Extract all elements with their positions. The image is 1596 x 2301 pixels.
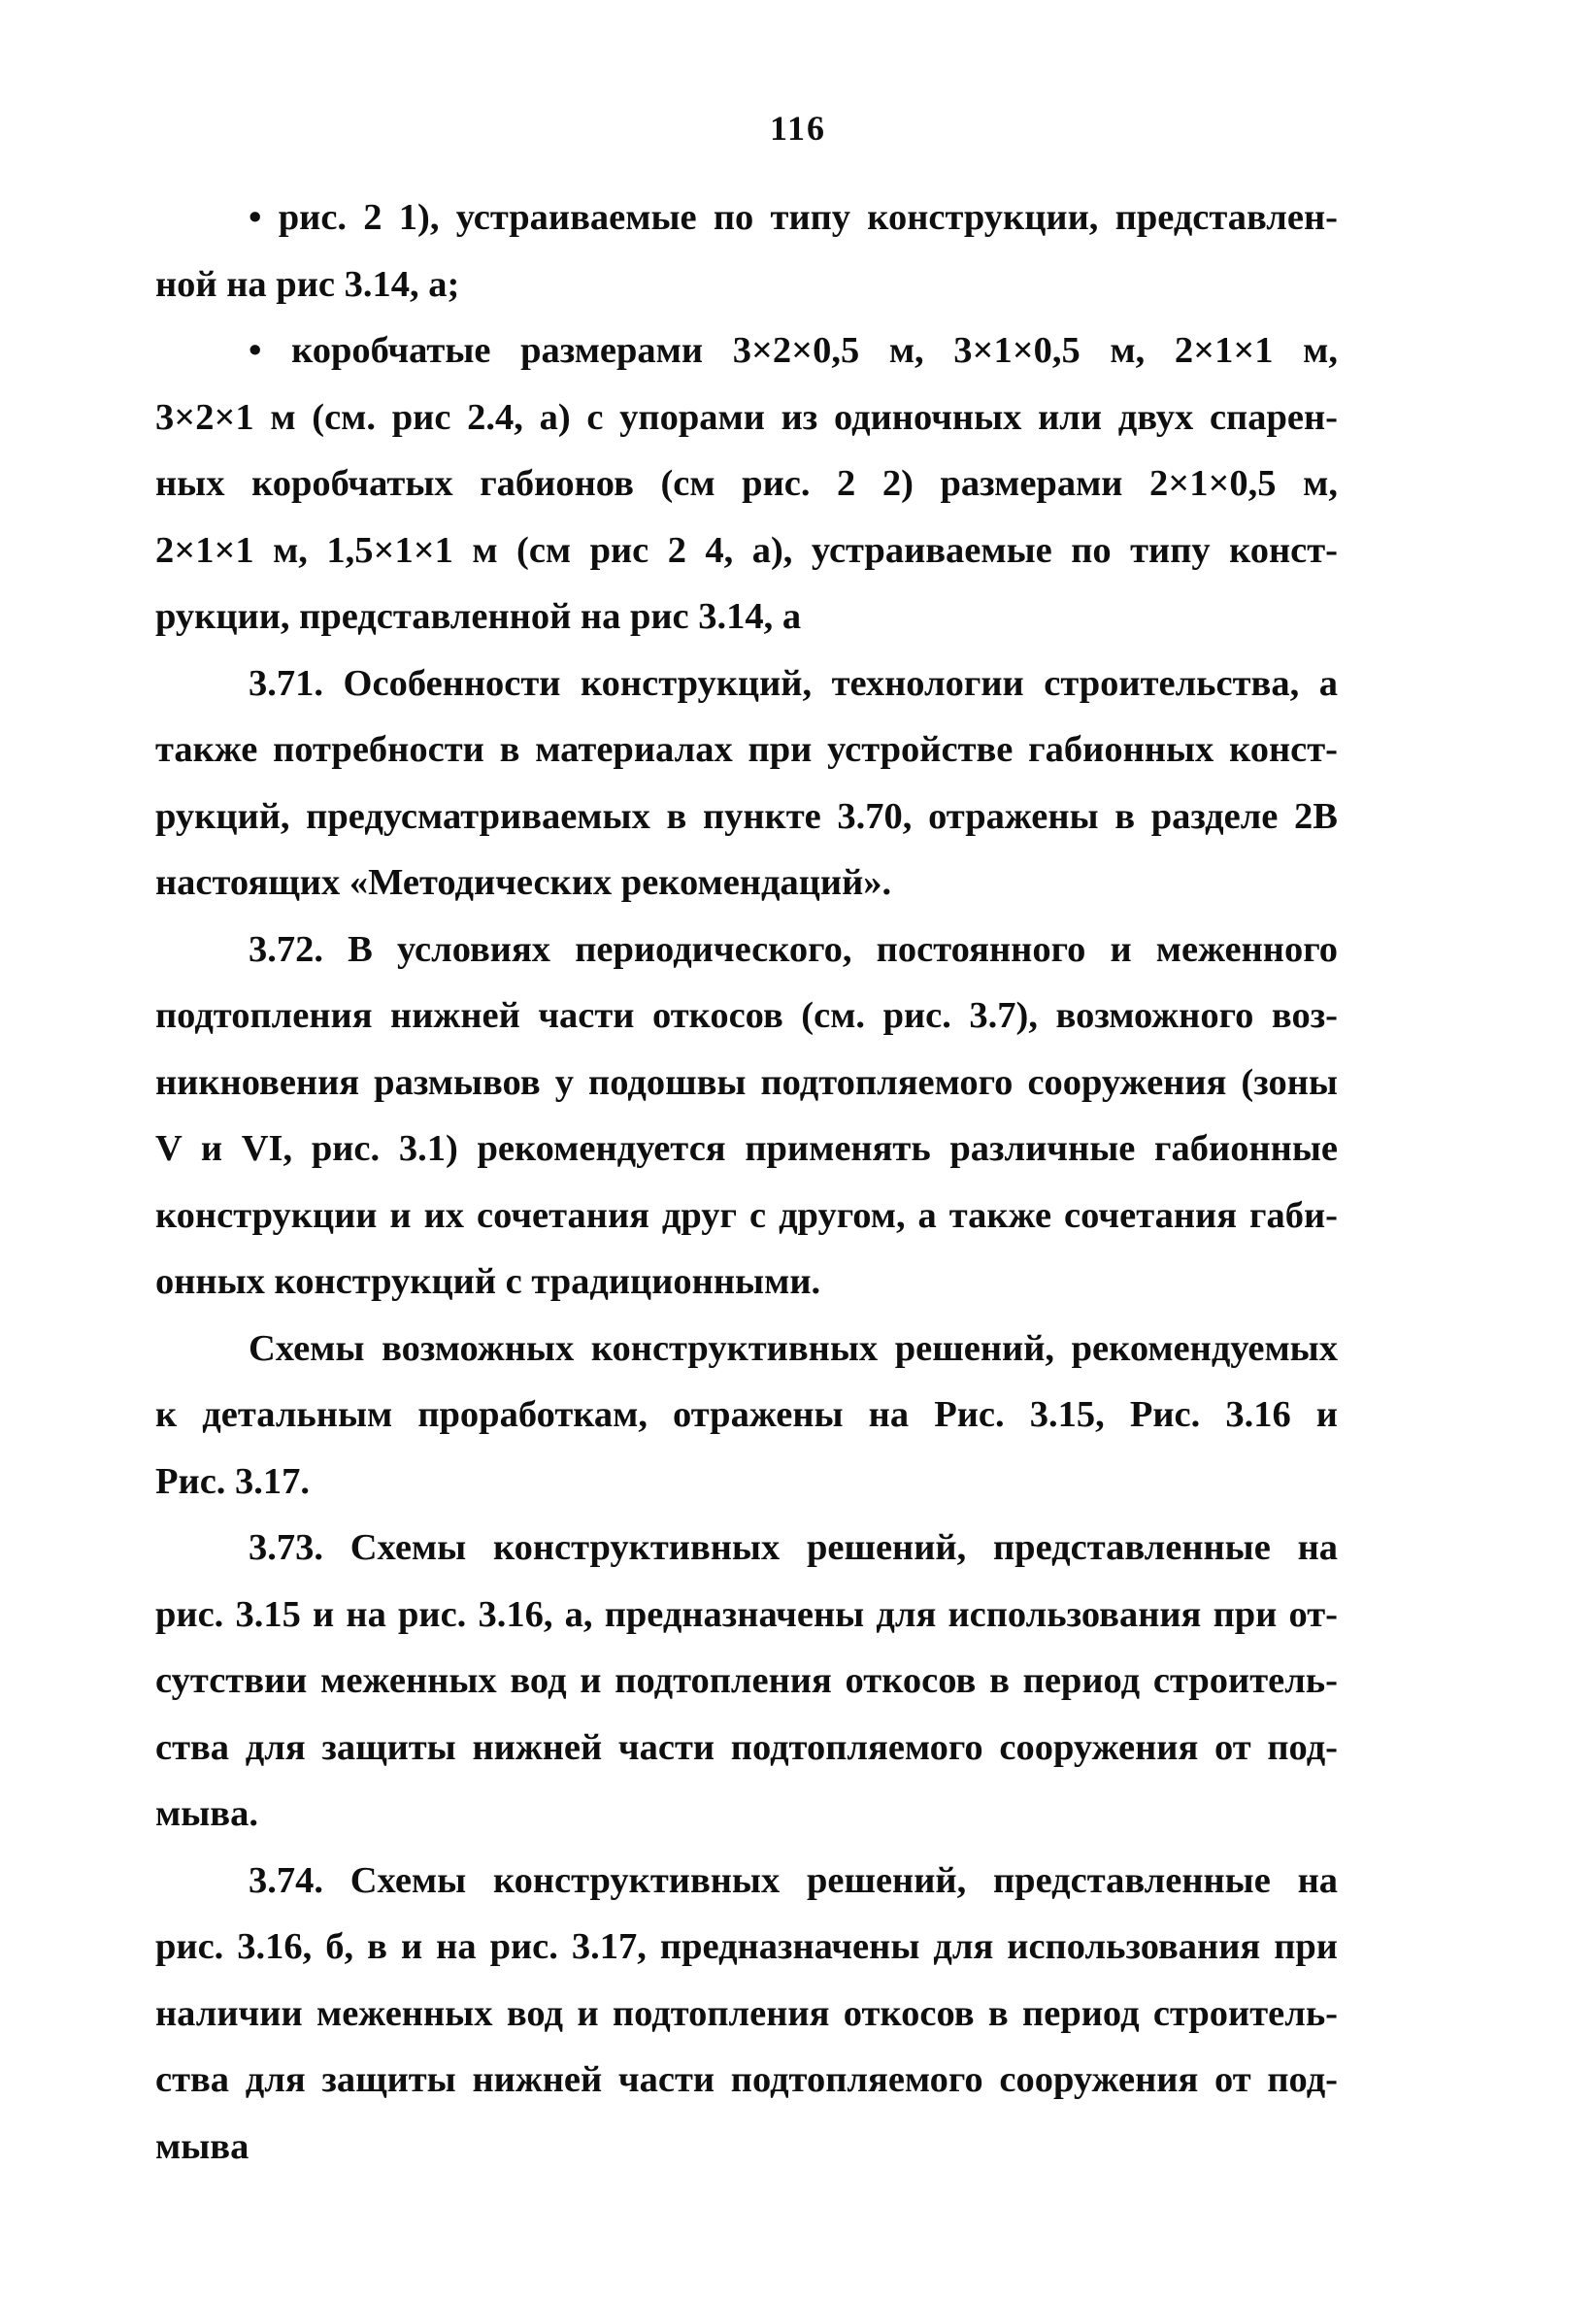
text-body <box>155 184 1338 2180</box>
text-line: 3.74. Схемы конструктивных решений, представленные на <box>249 1859 1338 1901</box>
text-line: ной на рис 3.14, а; <box>155 263 460 305</box>
text-line: V и VI, рис. 3.1) рекомендуется применять различные габионные <box>155 1128 1338 1169</box>
text-line: ства для защиты нижней части подтопляемого сооружения от под- <box>155 2059 1338 2100</box>
text-line: ных коробчатых габионов (см рис. 2 2) размерами 2×1×0,5 м, <box>155 463 1338 504</box>
text-line: подтопления нижней части откосов (см. рис. 3.7), возможного воз- <box>155 995 1338 1036</box>
text-line: настоящих «Методических рекомендаций». <box>155 862 892 903</box>
text-line: 3.72. В условиях периодического, постоянного и меженного <box>249 928 1338 970</box>
text-line: 3.71. Особенности конструкций, технологии строительства, а <box>249 662 1338 704</box>
bullet-item-gabion-mattresses <box>155 184 1338 317</box>
text-line: 3.73. Схемы конструктивных решений, представленные на <box>249 1527 1338 1568</box>
text-line: 3×2×1 м (см. рис 2.4, а) с упорами из одиночных или двух спарен- <box>155 396 1338 438</box>
paragraph-3-72 <box>155 917 1338 1316</box>
text-line: к детальным проработкам, отражены на Рис. 3.15, Рис. 3.16 и <box>155 1394 1338 1435</box>
paragraph-3-71 <box>155 650 1338 917</box>
text-line: • коробчатые размерами 3×2×0,5 м, 3×1×0,5 м, 2×1×1 м, <box>249 330 1338 371</box>
text-line: мыва <box>155 2125 249 2167</box>
text-line: Схемы возможных конструктивных решений, рекомендуемых <box>249 1327 1338 1369</box>
text-line: 2×1×1 м, 1,5×1×1 м (см рис 2 4, а), устраиваемые по типу конст- <box>155 529 1338 571</box>
text-line: онных конструкций с традиционными. <box>155 1261 821 1302</box>
text-line: наличии меженных вод и подтопления откосов в период строитель- <box>155 1992 1338 2034</box>
text-line: рис. 3.15 и на рис. 3.16, а, предназначены для использования при от- <box>155 1593 1338 1635</box>
text-line: рукций, предусматриваемых в пункте 3.70, отражены в разделе 2В <box>155 795 1338 837</box>
text-line: также потребности в материалах при устройстве габионных конст- <box>155 729 1338 770</box>
bullet-item-box-gabions <box>155 317 1338 650</box>
paragraph-schemes <box>155 1316 1338 1516</box>
text-line: мыва. <box>155 1793 258 1834</box>
text-line: никновения размывов у подошвы подтопляемого сооружения (зоны <box>155 1061 1338 1103</box>
text-line: рис. 3.16, б, в и на рис. 3.17, предназначены для использования при <box>155 1926 1338 1967</box>
text-line: Рис. 3.17. <box>155 1460 311 1502</box>
paragraph-3-73 <box>155 1515 1338 1848</box>
text-line: сутствии меженных вод и подтопления откосов в период строитель- <box>155 1660 1338 1701</box>
paragraph-3-74 <box>155 1848 1338 2181</box>
text-line: ства для защиты нижней части подтопляемого сооружения от под- <box>155 1726 1338 1768</box>
page-number: 116 <box>769 109 826 148</box>
text-line: рукции, представленной на рис 3.14, а <box>155 596 802 637</box>
text-line: конструкции и их сочетания друг с другом, а также сочетания габи- <box>155 1194 1338 1236</box>
text-line: • рис. 2 1), устраиваемые по типу конструкции, представлен- <box>249 197 1338 238</box>
